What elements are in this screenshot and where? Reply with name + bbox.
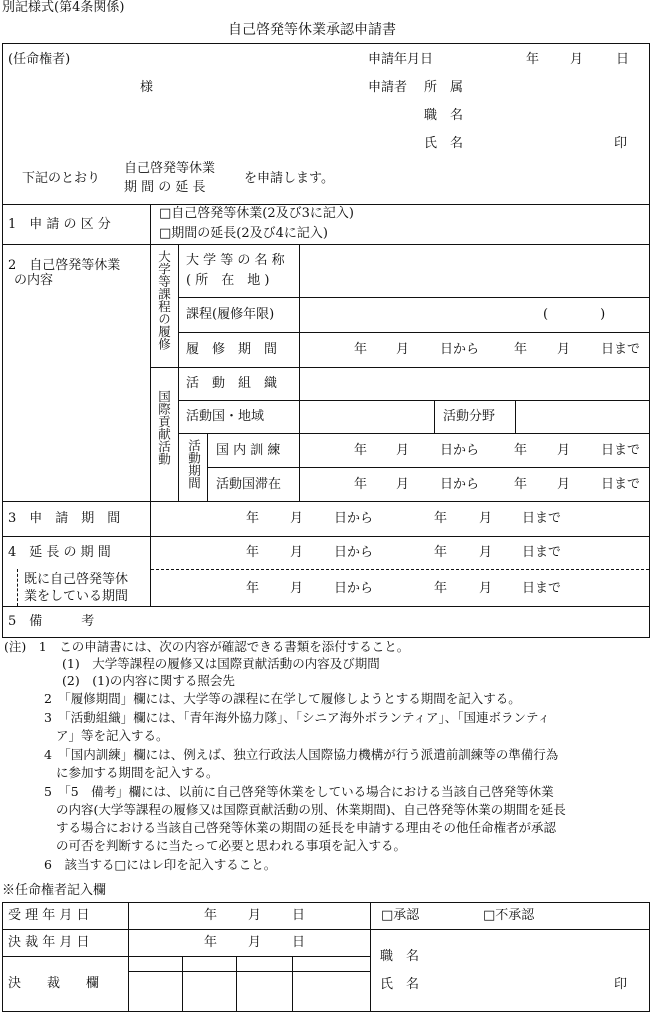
prev-from-year: 年 [246,581,260,596]
study-to-year: 年 [514,342,528,357]
row5-label: 5 備 考 [8,614,95,629]
row2-label-1: 2 自己啓発等休業 [8,258,121,273]
intl-vertical-title: 国際貢献活動 [156,390,172,465]
domestic-to-year: 年 [514,443,528,458]
apply-to-day: 日まで [522,511,562,526]
apply-from-year: 年 [246,511,260,526]
study-to-day: 日まで [601,342,641,357]
bottom-position-label: 職 名 [380,949,420,964]
kessai-col-3 [292,956,293,1012]
row3-label: 3 申 請 期 間 [8,511,121,526]
line-org-bottom [179,400,650,401]
line-row4b-dashed [17,569,18,606]
reject-option: □不承認 [483,908,535,923]
received-month: 月 [248,908,262,923]
received-year: 年 [204,908,218,923]
appointer-label: (任命権者) [8,52,71,67]
row4-label: 4 延 長 の 期 間 [8,545,111,560]
prev-from-month: 月 [290,581,304,596]
domestic-to-month: 月 [557,443,571,458]
univ-name-label-2: ( 所 在 地 ) [186,273,270,288]
act-period-vertical-title: 活動期間 [186,439,202,489]
row4b-label-1: 既に自己啓発等休 [24,572,129,587]
abroad-to-year: 年 [514,477,528,492]
domestic-from-day: 日から [440,443,480,458]
note-line: に参加する期間を記入する。 [56,765,219,780]
line-univ-section-bottom [151,367,650,368]
bottom-name-label: 氏 名 [380,977,420,992]
frame-top [2,43,650,44]
abroad-to-month: 月 [557,477,571,492]
bottom-frame-right [649,902,650,1012]
ext-from-day: 日から [334,545,374,560]
line-row5-top [2,606,650,607]
ext-to-month: 月 [479,545,493,560]
ext-to-year: 年 [434,545,448,560]
bottom-line-decided [2,956,371,957]
univ-vertical-title: 大学等課程の履修 [156,250,172,350]
apply-to-month: 月 [479,511,493,526]
bottom-frame-left [2,902,3,1012]
position-label: 職 名 [424,108,464,123]
bottom-right-col [370,902,371,1012]
domestic-label: 国 内 訓 練 [216,443,281,458]
line-univ-label-col [299,244,300,367]
study-to-month: 月 [557,342,571,357]
note-line: の内容(大学等課程の履修又は国際貢献活動の別、休業期間)、自己啓発等休業の期間を延長 [56,802,566,817]
note-line: ア」等を記入する。 [56,728,169,743]
apply-from-month: 月 [290,511,304,526]
row4b-label-2: 業をしている期間 [24,589,129,604]
line-intl-label-col [299,367,300,433]
line-row4-dashed [151,569,649,570]
note-line: する場合における当該自己啓発等休業の期間の延長を申請する理由その他任命権者が承認 [56,820,557,835]
date-label: 申請年月日 [368,52,434,67]
country-label: 活動国・地域 [186,409,265,424]
prev-to-year: 年 [434,581,448,596]
line-vertical-title-col [178,244,179,501]
decided-month: 月 [248,935,262,950]
line-country-bottom [179,433,650,434]
course-paren: ( ) [543,307,606,322]
line-period-label-col [299,433,300,501]
ext-from-month: 月 [290,545,304,560]
domestic-to-day: 日まで [601,443,641,458]
request-prefix: 下記のとおり [22,171,101,186]
request-suffix: を申請します。 [244,171,334,186]
note-line: 6 該当する□にはレ印を記入すること。 [44,857,277,872]
line-field-left [434,400,435,433]
note-line: の可否を判断するに当たって必要と思われる事項を記入する。 [56,838,407,853]
decided-day: 日 [292,935,306,950]
note-line: 2 「履修期間」欄には、大学等の課程に在学して履修しようとする期間を記入する。 [44,691,521,706]
date-year: 年 [526,52,540,67]
prev-from-day: 日から [334,581,374,596]
bottom-frame-bottom [2,1011,650,1012]
line-act-period-col [207,433,208,501]
org-label: 活 動 組 織 [186,376,278,391]
note-line: 5 「5 備考」欄には、以前に自己啓発等休業をしている場合における当該自己啓発等休業 [44,784,554,799]
abroad-label: 活動国滞在 [216,477,282,492]
date-month: 月 [570,52,584,67]
bottom-frame-top [2,902,650,903]
note-line: 3 「活動組織」欄には、「青年海外協力隊」、「シニア海外ボランティア」、「国連ボランティ [44,710,550,725]
study-from-year: 年 [354,342,368,357]
kessai-inner-line [128,971,371,972]
decided-label: 決 裁 年 月 日 [8,935,90,950]
domestic-from-month: 月 [396,443,410,458]
abroad-to-day: 日まで [601,477,641,492]
form-id: 別記様式(第4条関係) [2,0,125,15]
applicant-label: 申請者 [368,80,408,95]
line-course-bottom [179,332,650,333]
bottom-label-col [128,902,129,1012]
request-item-extension: 期 間 の 延 長 [124,180,206,195]
bottom-seal-label: 印 [614,977,628,992]
study-from-month: 月 [396,342,410,357]
ext-from-year: 年 [246,545,260,560]
bottom-line-received [2,929,650,930]
line-row1-top [2,204,650,205]
row1-label: 1 申 請 の 区 分 [8,217,111,232]
row1-option-extension: □期間の延長(2及び4に記入) [159,226,328,241]
abroad-from-month: 月 [396,477,410,492]
row1-option-leave: □自己啓発等休業(2及び3に記入) [159,206,354,221]
ext-to-day: 日まで [522,545,562,560]
line-domestic-bottom [207,467,650,468]
line-row2-top [2,244,650,245]
line-row3-top [2,501,650,502]
frame-bottom [2,637,650,638]
affiliation-label: 所 属 [424,80,464,95]
abroad-from-day: 日から [440,477,480,492]
line-row4-top [2,536,650,537]
abroad-from-year: 年 [354,477,368,492]
sama-label: 様 [140,80,154,95]
line-univ-name-bottom [179,297,650,298]
apply-from-day: 日から [334,511,374,526]
note-line: (注) 1 この申請書には、次の内容が確認できる書類を添付すること。 [4,639,410,654]
note-line: 4 「国内訓練」欄には、例えば、独立行政法人国際協力機構が行う派遣前訓練等の準備行為 [44,747,559,762]
note-line: (1) 大学等課程の履修又は国際貢献活動の内容及び期間 [62,656,380,671]
kessai-label: 決 裁 欄 [8,976,100,991]
received-day: 日 [292,908,306,923]
bottom-title: ※任命権者記入欄 [2,883,107,898]
prev-to-day: 日まで [522,581,562,596]
date-day: 日 [616,52,630,67]
kessai-col-1 [182,956,183,1012]
note-line: (2) (1)の内容に関する照会先 [62,673,235,688]
univ-name-label-1: 大 学 等 の 名 称 [186,253,285,268]
field-label: 活動分野 [443,409,496,424]
study-from-day: 日から [440,342,480,357]
kessai-col-2 [236,956,237,1012]
course-label: 課程(履修年限) [186,307,275,322]
name-label: 氏 名 [424,136,464,151]
row2-label-2: の内容 [14,273,54,288]
domestic-from-year: 年 [354,443,368,458]
apply-to-year: 年 [434,511,448,526]
frame-right [649,43,650,638]
received-label: 受 理 年 月 日 [8,908,90,923]
decided-year: 年 [204,935,218,950]
line-field-right [515,400,516,433]
line-label-col [150,204,151,606]
seal-label: 印 [614,136,628,151]
prev-to-month: 月 [479,581,493,596]
study-period-label: 履 修 期 間 [186,342,278,357]
request-item-leave: 自己啓発等休業 [124,161,216,176]
frame-left [2,43,3,638]
form-title: 自己啓発等休業承認申請書 [228,22,396,38]
approve-option: □承認 [381,908,420,923]
